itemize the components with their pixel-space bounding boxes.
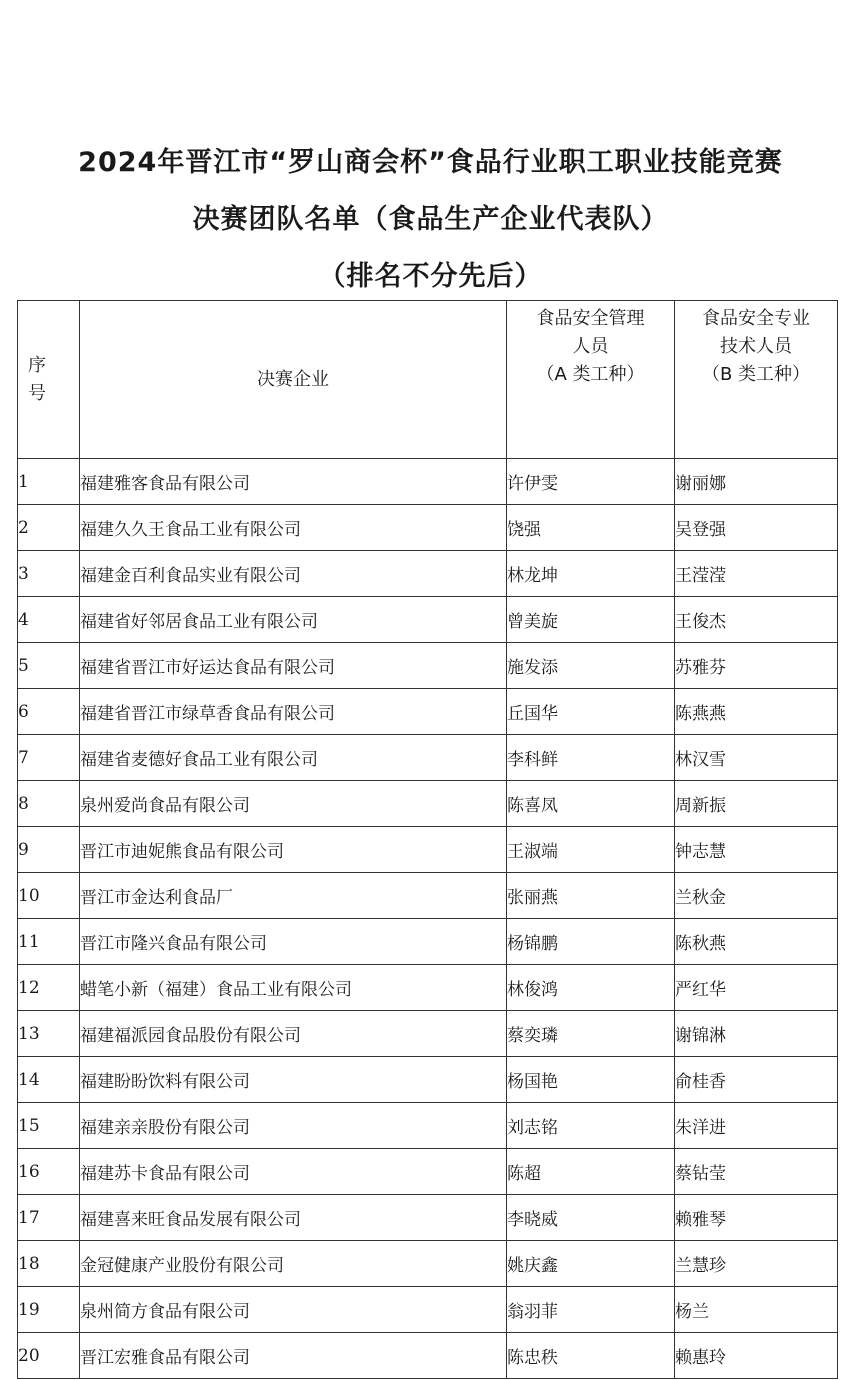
row-company: 福建盼盼饮料有限公司	[80, 1057, 507, 1103]
row-category-b-person: 兰秋金	[675, 873, 838, 919]
row-company: 福建省麦德好食品工业有限公司	[80, 735, 507, 781]
row-category-a-person: 杨锦鹏	[507, 919, 675, 965]
row-number: 8	[18, 781, 80, 827]
header-serial-line2: 号	[28, 382, 46, 404]
row-category-a-person: 饶强	[507, 505, 675, 551]
row-company: 蜡笔小新（福建）食品工业有限公司	[80, 965, 507, 1011]
row-category-b-person: 严红华	[675, 965, 838, 1011]
row-number: 20	[18, 1333, 80, 1379]
header-b-line3: （B 类工种）	[701, 364, 811, 385]
header-category-a	[507, 301, 675, 459]
row-category-a-person: 翁羽菲	[507, 1287, 675, 1333]
row-company: 晋江市金达利食品厂	[80, 873, 507, 919]
table-row	[18, 1057, 838, 1103]
row-company: 泉州简方食品有限公司	[80, 1287, 507, 1333]
row-category-b-person: 王俊杰	[675, 597, 838, 643]
row-company: 晋江市隆兴食品有限公司	[80, 919, 507, 965]
row-category-b-person: 陈秋燕	[675, 919, 838, 965]
ranking-note: （排名不分先后）	[318, 261, 543, 292]
header-b-line1: 食品安全专业	[702, 308, 810, 329]
table-row	[18, 1011, 838, 1057]
row-category-b-person: 周新振	[675, 781, 838, 827]
row-number: 19	[18, 1287, 80, 1333]
row-category-b-person: 陈燕燕	[675, 689, 838, 735]
table-row	[18, 1195, 838, 1241]
table-row	[18, 781, 838, 827]
row-category-b-person: 兰慧珍	[675, 1241, 838, 1287]
header-a-line2: 人员	[572, 336, 609, 357]
team-roster-table	[17, 300, 838, 1379]
table-row	[18, 689, 838, 735]
row-category-a-person: 蔡奕璘	[507, 1011, 675, 1057]
row-category-a-person: 杨国艳	[507, 1057, 675, 1103]
row-category-a-person: 王淑端	[507, 827, 675, 873]
row-category-b-person: 朱洋进	[675, 1103, 838, 1149]
table-row	[18, 643, 838, 689]
table-row	[18, 1149, 838, 1195]
row-category-a-person: 陈喜凤	[507, 781, 675, 827]
header-a-line1: 食品安全管理	[536, 308, 645, 329]
header-serial-number	[18, 301, 80, 459]
header-serial-line1: 序	[28, 354, 46, 376]
row-company: 福建省晋江市好运达食品有限公司	[80, 643, 507, 689]
row-category-a-person: 丘国华	[507, 689, 675, 735]
row-company: 福建喜来旺食品发展有限公司	[80, 1195, 507, 1241]
row-number: 9	[18, 827, 80, 873]
row-company: 福建苏卡食品有限公司	[80, 1149, 507, 1195]
header-b-line2: 技术人员	[720, 336, 792, 357]
row-category-a-person: 姚庆鑫	[507, 1241, 675, 1287]
row-category-b-person: 苏雅芬	[675, 643, 838, 689]
row-category-b-person: 吴登强	[675, 505, 838, 551]
row-number: 15	[18, 1103, 80, 1149]
table-row	[18, 1287, 838, 1333]
table-row	[18, 459, 838, 505]
row-number: 18	[18, 1241, 80, 1287]
row-company: 福建雅客食品有限公司	[80, 459, 507, 505]
header-company	[80, 301, 507, 459]
row-company: 福建省好邻居食品工业有限公司	[80, 597, 507, 643]
row-company: 晋江宏雅食品有限公司	[80, 1333, 507, 1379]
row-company: 福建亲亲股份有限公司	[80, 1103, 507, 1149]
table-row	[18, 597, 838, 643]
table-row	[18, 1241, 838, 1287]
row-number: 3	[18, 551, 80, 597]
table-row	[18, 1333, 838, 1379]
row-company: 福建省晋江市绿草香食品有限公司	[80, 689, 507, 735]
row-category-a-person: 许伊雯	[507, 459, 675, 505]
header-a-line3: （A 类工种）	[536, 364, 645, 385]
row-category-a-person: 曾美旋	[507, 597, 675, 643]
row-number: 6	[18, 689, 80, 735]
row-category-a-person: 刘志铭	[507, 1103, 675, 1149]
row-category-b-person: 赖雅琴	[675, 1195, 838, 1241]
table-row	[18, 1103, 838, 1149]
table-row	[18, 735, 838, 781]
page-title: 2024年晋江市“罗山商会杯”食品行业职工职业技能竞赛	[78, 147, 783, 178]
table-header-row	[18, 301, 838, 459]
page-subtitle: 决赛团队名单（食品生产企业代表队）	[192, 204, 669, 235]
row-company: 福建久久王食品工业有限公司	[80, 505, 507, 551]
row-category-a-person: 陈忠秩	[507, 1333, 675, 1379]
row-number: 7	[18, 735, 80, 781]
row-category-b-person: 蔡钻莹	[675, 1149, 838, 1195]
row-number: 1	[18, 459, 80, 505]
row-company: 泉州爱尚食品有限公司	[80, 781, 507, 827]
table-row	[18, 873, 838, 919]
row-category-b-person: 谢丽娜	[675, 459, 838, 505]
row-number: 4	[18, 597, 80, 643]
row-number: 11	[18, 919, 80, 965]
row-number: 2	[18, 505, 80, 551]
row-number: 12	[18, 965, 80, 1011]
row-company: 金冠健康产业股份有限公司	[80, 1241, 507, 1287]
table-row	[18, 919, 838, 965]
header-company-label: 决赛企业	[257, 368, 329, 390]
row-category-a-person: 李科鲜	[507, 735, 675, 781]
row-category-a-person: 施发添	[507, 643, 675, 689]
row-category-b-person: 谢锦淋	[675, 1011, 838, 1057]
table-row	[18, 505, 838, 551]
row-category-a-person: 林龙坤	[507, 551, 675, 597]
row-category-b-person: 王滢滢	[675, 551, 838, 597]
row-category-b-person: 俞桂香	[675, 1057, 838, 1103]
row-category-a-person: 张丽燕	[507, 873, 675, 919]
row-number: 5	[18, 643, 80, 689]
table-row	[18, 551, 838, 597]
row-number: 13	[18, 1011, 80, 1057]
row-category-a-person: 李晓威	[507, 1195, 675, 1241]
row-category-a-person: 陈超	[507, 1149, 675, 1195]
row-category-b-person: 杨兰	[675, 1287, 838, 1333]
row-number: 10	[18, 873, 80, 919]
header-category-b	[675, 301, 838, 459]
row-number: 14	[18, 1057, 80, 1103]
table-row	[18, 965, 838, 1011]
row-company: 福建金百利食品实业有限公司	[80, 551, 507, 597]
row-category-b-person: 赖惠玲	[675, 1333, 838, 1379]
row-company: 晋江市迪妮熊食品有限公司	[80, 827, 507, 873]
row-category-b-person: 钟志慧	[675, 827, 838, 873]
row-number: 17	[18, 1195, 80, 1241]
row-company: 福建福派园食品股份有限公司	[80, 1011, 507, 1057]
row-number: 16	[18, 1149, 80, 1195]
table-row	[18, 827, 838, 873]
row-category-a-person: 林俊鸿	[507, 965, 675, 1011]
row-category-b-person: 林汉雪	[675, 735, 838, 781]
